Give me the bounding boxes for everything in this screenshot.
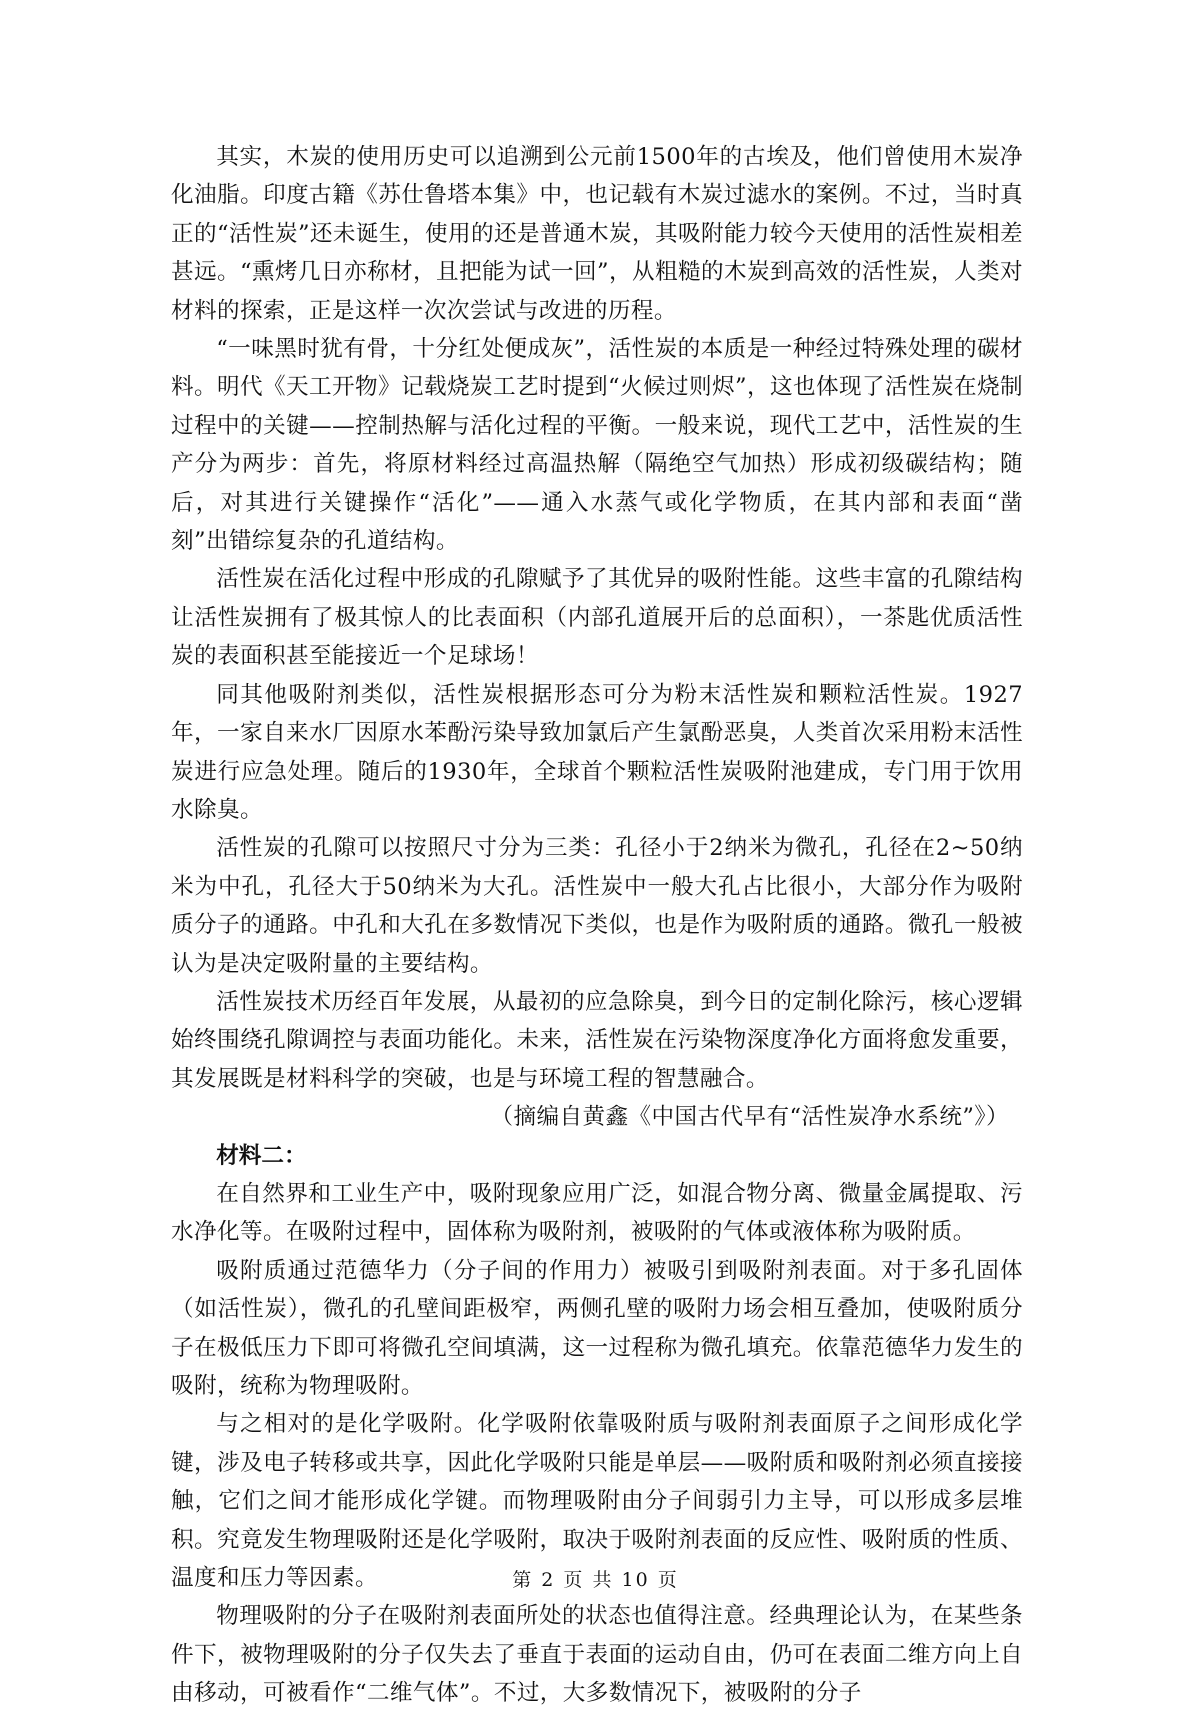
paragraph: 同其他吸附剂类似，活性炭根据形态可分为粉末活性炭和颗粒活性炭。1927年，一家自来水厂因原水苯酚污染导致加氯后产生氯酚恶臭，人类首次采用粉末活性炭进行应急处理。随后的1930年，全球首个颗粒活性炭吸附池建成，专门用于饮用水除臭。 — [171, 681, 1023, 823]
paragraph: 物理吸附的分子在吸附剂表面所处的状态也值得注意。经典理论认为，在某些条件下，被物理吸附的分子仅失去了垂直于表面的运动自由，仍可在表面二维方向上自由移动，可被看作“二维气体”。不过，大多数情况下，被吸附的分子 — [171, 1603, 1023, 1707]
paragraph: 其实，木炭的使用历史可以追溯到公元前1500年的古埃及，他们曾使用木炭净化油脂。印度古籍《苏仕鲁塔本集》中，也记载有木炭过滤水的案例。不过，当时真正的“活性炭”还未诞生，使用的还是普通木炭，其吸附能力较今天使用的活性炭相差甚远。“熏烤几日亦称材，且把能为试一回”，从粗糙的木炭到高效的活性炭，人类对材料的探索，正是这样一次次尝试与改进的历程。 — [171, 144, 1023, 324]
paragraph: 活性炭技术历经百年发展，从最初的应急除臭，到今日的定制化除污，核心逻辑始终围绕孔隙调控与表面功能化。未来，活性炭在污染物深度净化方面将愈发重要，其发展既是材料科学的突破，也是与环境工程的智慧融合。 — [171, 988, 1023, 1092]
material-two-section — [171, 1137, 1023, 1713]
source-citation: （摘编自黄鑫《中国古代早有“活性炭净水系统”》） — [490, 1104, 1009, 1131]
paragraph: 与之相对的是化学吸附。化学吸附依靠吸附质与吸附剂表面原子之间形成化学键，涉及电子转移或共享，因此化学吸附只能是单层——吸附质和吸附剂必须直接接触，它们之间才能形成化学键。而物理吸附由分子间弱引力主导，可以形成多层堆积。究竟发生物理吸附还是化学吸附，取决于吸附剂表面的反应性、吸附质的性质、温度和压力等因素。 — [171, 1411, 1023, 1592]
paragraph: 吸附质通过范德华力（分子间的作用力）被吸引到吸附剂表面。对于多孔固体（如活性炭），微孔的孔壁间距极窄，两侧孔壁的吸附力场会相互叠加，使吸附质分子在极低压力下即可将微孔空间填满，这一过程称为微孔填充。依靠范德华力发生的吸附，统称为物理吸附。 — [171, 1257, 1023, 1399]
material-one-section — [171, 138, 1023, 1137]
paragraph: 活性炭在活化过程中形成的孔隙赋予了其优异的吸附性能。这些丰富的孔隙结构让活性炭拥有了极其惊人的比表面积（内部孔道展开后的总面积），一茶匙优质活性炭的表面积甚至能接近一个足球场！ — [171, 566, 1023, 670]
section-heading: 材料二： — [216, 1142, 307, 1169]
document-page — [171, 138, 1023, 1713]
paragraph: 活性炭的孔隙可以按照尺寸分为三类：孔径小于2纳米为微孔，孔径在2~50纳米为中孔，孔径大于50纳米为大孔。活性炭中一般大孔占比很小，大部分作为吸附质分子的通路。中孔和大孔在多数情况下类似，也是作为吸附质的通路。微孔一般被认为是决定吸附量的主要结构。 — [171, 835, 1023, 977]
paragraph: 在自然界和工业生产中，吸附现象应用广泛，如混合物分离、微量金属提取、污水净化等。在吸附过程中，固体称为吸附剂，被吸附的气体或液体称为吸附质。 — [171, 1180, 1023, 1246]
paragraph: “一味黑时犹有骨，十分红处便成灰”，活性炭的本质是一种经过特殊处理的碳材料。明代《天工开物》记载烧炭工艺时提到“火候过则烬”，这也体现了活性炭在烧制过程中的关键——控制热解与活化过程的平衡。一般来说，现代工艺中，活性炭的生产分为两步：首先，将原材料经过高温热解（隔绝空气加热）形成初级碳结构；随后，对其进行关键操作“活化”——通入水蒸气或化学物质，在其内部和表面“凿刻”出错综复杂的孔道结构。 — [171, 336, 1023, 555]
page-number-footer: 第 2 页 共 10 页 — [512, 1569, 679, 1591]
